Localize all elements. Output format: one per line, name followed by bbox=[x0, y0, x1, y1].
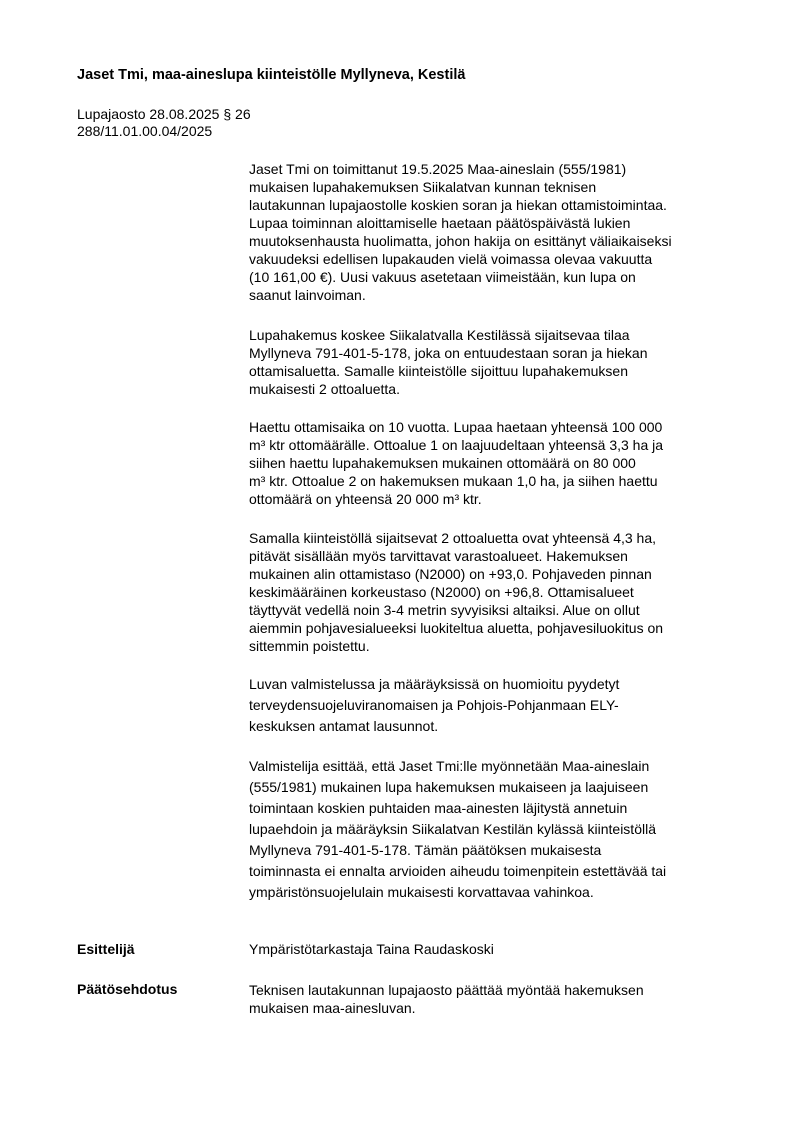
paragraph-statements bbox=[249, 674, 619, 737]
text-line: mukainen alin ottamistaso (N2000) on +93,0. Pohjaveden pinnan bbox=[249, 566, 652, 582]
text-line: keskimääräinen korkeustaso (N2000) on +96,8. Ottamisalueet bbox=[249, 584, 634, 600]
text-line: Lupahakemus koskee Siikalatvalla Kestilässä sijaitsevaa tilaa bbox=[249, 327, 630, 343]
text-line: täyttyvät vedellä noin 3-4 metrin syvyisiksi altaiksi. Alue on ollut bbox=[249, 602, 640, 618]
text-line: mukaisen lupahakemuksen Siikalatvan kunnan teknisen bbox=[249, 179, 597, 195]
text-line: Lupaa toiminnan aloittamiselle haetaan päätöspäivästä lukien bbox=[249, 215, 631, 231]
paragraph-application bbox=[249, 160, 672, 304]
text-line: muutoksenhausta huolimatta, johon hakija on esittänyt väliaikaiseksi bbox=[249, 233, 672, 249]
meeting-reference: Lupajaosto 28.08.2025 § 26 bbox=[77, 106, 251, 122]
text-line: toimintaan koskien puhtaiden maa-ainesten läjitystä annetuin bbox=[249, 800, 628, 816]
text-line: Haettu ottamisaika on 10 vuotta. Lupaa haetaan yhteensä 100 000 bbox=[249, 419, 663, 435]
presenter-value: Ympäristötarkastaja Taina Raudaskoski bbox=[249, 941, 494, 957]
paragraph-areas bbox=[249, 529, 663, 655]
text-line: ottamisaluetta. Samalle kiinteistölle sijoittuu lupahakemuksen bbox=[249, 363, 628, 379]
paragraph-recommendation bbox=[249, 756, 666, 903]
text-line: mukaisesti 2 ottoaluetta. bbox=[249, 381, 400, 397]
text-line: Samalla kiinteistöllä sijaitsevat 2 ottoaluetta ovat yhteensä 4,3 ha, bbox=[249, 530, 657, 546]
text-line: lautakunnan lupajaostolle koskien soran ja hiekan ottamistoimintaa. bbox=[249, 197, 667, 213]
text-line: pitävät sisällään myös tarvittavat varastoalueet. Hakemuksen bbox=[249, 548, 628, 564]
text-line: mukaisen maa-ainesluvan. bbox=[249, 1000, 416, 1016]
text-line: lupaehdoin ja määräyksin Siikalatvan Kestilän kylässä kiinteistöllä bbox=[249, 821, 656, 837]
text-line: Myllyneva 791-401-5-178, joka on entuudestaan soran ja hiekan bbox=[249, 345, 648, 361]
text-line: ottomäärä on yhteensä 20 000 m³ ktr. bbox=[249, 491, 482, 507]
text-line: Luvan valmistelussa ja määräyksissä on huomioitu pyydetyt bbox=[249, 676, 620, 692]
document-title: Jaset Tmi, maa-aineslupa kiinteistölle Myllyneva, Kestilä bbox=[77, 67, 466, 83]
text-line: Jaset Tmi on toimittanut 19.5.2025 Maa-aineslain (555/1981) bbox=[249, 161, 627, 177]
text-line: (555/1981) mukainen lupa hakemuksen mukaiseen ja laajuiseen bbox=[249, 779, 649, 795]
case-number: 288/11.01.00.04/2025 bbox=[77, 123, 213, 139]
text-line: vakuudeksi edellisen lupakauden vielä voimassa olevaa vakuutta bbox=[249, 251, 653, 267]
text-line: keskuksen antamat lausunnot. bbox=[249, 718, 439, 734]
proposal-text bbox=[249, 981, 644, 1017]
text-line: saanut lainvoiman. bbox=[249, 287, 366, 303]
text-line: Teknisen lautakunnan lupajaosto päättää myöntää hakemuksen bbox=[249, 982, 644, 998]
text-line: m³ ktr. Ottoalue 2 on hakemuksen mukaan 1,0 ha, ja siihen haettu bbox=[249, 473, 658, 489]
text-line: Valmistelija esittää, että Jaset Tmi:lle myönnetään Maa-aineslain bbox=[249, 758, 650, 774]
text-line: (10 161,00 €). Uusi vakuus asetetaan viimeistään, kun lupa on bbox=[249, 269, 636, 285]
text-line: aiemmin pohjavesialueeksi luokiteltua aluetta, pohjavesiluokitus on bbox=[249, 620, 664, 636]
proposal-label: Päätösehdotus bbox=[77, 981, 178, 997]
text-line: sittemmin poistettu. bbox=[249, 638, 370, 654]
text-line: toiminnasta ei ennalta arvioiden aiheudu toimenpitein estettävää tai bbox=[249, 863, 667, 879]
paragraph-extraction bbox=[249, 418, 663, 508]
text-line: terveydensuojeluviranomaisen ja Pohjois-Pohjanmaan ELY- bbox=[249, 697, 619, 713]
presenter-label: Esittelijä bbox=[77, 941, 135, 957]
text-line: Myllyneva 791-401-5-178. Tämän päätöksen mukaisesta bbox=[249, 842, 602, 858]
text-line: ympäristönsuojelulain mukaisesti korvattavaa vahinkoa. bbox=[249, 884, 594, 900]
text-line: m³ ktr ottomäärälle. Ottoalue 1 on laajuudeltaan yhteensä 3,3 ha ja bbox=[249, 437, 664, 453]
text-line: siihen haettu lupahakemuksen mukainen ottomäärä on 80 000 bbox=[249, 455, 636, 471]
paragraph-property bbox=[249, 326, 648, 398]
